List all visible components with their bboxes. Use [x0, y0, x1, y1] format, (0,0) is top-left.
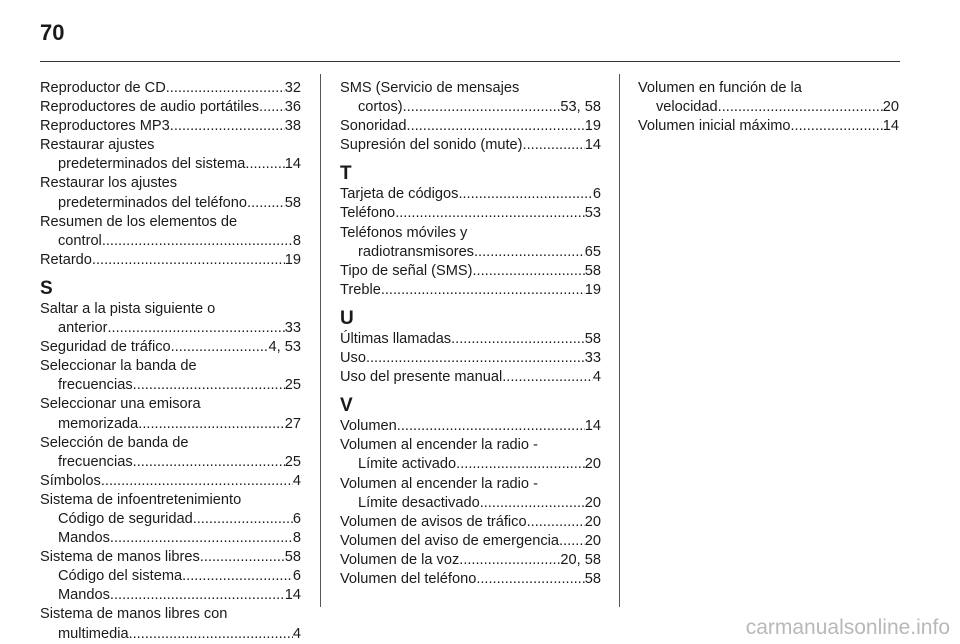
- dot-leader: [381, 281, 585, 300]
- entry-text: memorizada: [58, 415, 139, 432]
- entry-text: predeterminados del teléfono: [58, 194, 248, 211]
- index-column-1: [40, 79, 301, 644]
- entry-text: Teléfonos móviles y: [340, 224, 468, 241]
- entry-text: Resumen de los elementos de: [40, 213, 238, 230]
- index-entry: [40, 434, 301, 472]
- dot-leader: [480, 494, 585, 513]
- index-entry: [340, 417, 601, 436]
- entry-text: Volumen en función de la: [638, 80, 802, 96]
- page-reference[interactable]: 58: [284, 549, 301, 566]
- page-reference[interactable]: 25: [284, 453, 301, 470]
- index-entry: [340, 330, 601, 349]
- header-rule: [40, 61, 900, 62]
- dot-leader: [366, 349, 585, 368]
- page-reference[interactable]: 25: [284, 377, 301, 394]
- index-entry: [638, 79, 899, 117]
- index-entry: [40, 300, 301, 338]
- entry-text: Volumen del teléfono: [340, 570, 477, 587]
- dot-leader: [101, 472, 293, 491]
- entry-text: Volumen inicial máximo: [638, 118, 791, 135]
- entry-text: Sonoridad: [340, 118, 407, 135]
- entry-text: anterior: [58, 320, 108, 337]
- entry-text: Seguridad de tráfico: [40, 339, 171, 356]
- dot-leader: [407, 117, 585, 136]
- entry-text: Uso: [340, 350, 366, 367]
- entry-text: frecuencias: [58, 453, 133, 470]
- page-reference[interactable]: 6: [292, 510, 301, 527]
- page-reference[interactable]: 4: [592, 369, 601, 386]
- index-entry: [340, 117, 601, 136]
- dot-leader: [395, 204, 585, 223]
- dot-leader: [166, 79, 285, 98]
- dot-leader: [133, 453, 285, 472]
- dot-leader: [182, 567, 293, 586]
- index-entry: [340, 551, 601, 570]
- page-reference[interactable]: 20: [584, 532, 601, 549]
- index-entry: [340, 475, 601, 513]
- dot-leader: [171, 338, 269, 357]
- page-reference[interactable]: 8: [292, 530, 301, 547]
- entry-text: Mandos: [58, 530, 110, 547]
- dot-leader: [133, 376, 285, 395]
- page-reference[interactable]: 33: [284, 320, 301, 337]
- index-entry: [40, 357, 301, 395]
- index-entry: [340, 349, 601, 368]
- page-reference[interactable]: 19: [584, 281, 601, 298]
- page-reference[interactable]: 14: [882, 118, 899, 135]
- index-entry: [340, 532, 601, 551]
- entry-text: Volumen al encender la radio -: [340, 475, 538, 492]
- entry-text: Volumen de avisos de tráfico: [340, 513, 527, 530]
- section-letter: V: [340, 395, 353, 417]
- dot-leader: [110, 529, 293, 548]
- entry-text: Reproductor de CD: [40, 80, 166, 96]
- entry-text: radiotransmisores: [358, 243, 474, 260]
- page-reference[interactable]: 38: [284, 118, 301, 135]
- index-column-3: [638, 79, 899, 136]
- dot-leader: [502, 368, 593, 387]
- index-entry: [340, 79, 601, 117]
- page-reference[interactable]: 20, 58: [560, 551, 601, 568]
- entry-text: cortos): [358, 99, 403, 116]
- index-entry: [340, 224, 601, 262]
- index-entry: [40, 548, 301, 567]
- entry-text: Volumen al encender la radio -: [340, 437, 538, 454]
- entry-text: Reproductores MP3: [40, 118, 170, 135]
- dot-leader: [527, 513, 585, 532]
- section-letter: U: [340, 307, 354, 329]
- index-subentry: [40, 510, 301, 529]
- entry-text: velocidad: [656, 99, 718, 116]
- page-reference[interactable]: 65: [584, 243, 601, 260]
- entry-text: Volumen: [340, 418, 397, 435]
- index-entry: [340, 136, 601, 155]
- page-reference[interactable]: 14: [284, 587, 301, 604]
- index-entry: [40, 79, 301, 98]
- index-entry: [340, 204, 601, 223]
- entry-text: Seleccionar una emisora: [40, 396, 201, 413]
- page-reference[interactable]: 20: [882, 99, 899, 116]
- entry-text: Uso del presente manual: [340, 369, 503, 386]
- index-subentry: [40, 529, 301, 548]
- dot-leader: [110, 586, 285, 605]
- entry-text: predeterminados del sistema: [58, 156, 246, 173]
- page-reference[interactable]: 20: [584, 494, 601, 511]
- section-letter: T: [340, 163, 352, 185]
- page-reference[interactable]: 8: [292, 232, 301, 249]
- entry-text: frecuencias: [58, 377, 133, 394]
- page-reference[interactable]: 4: [292, 625, 301, 642]
- page-reference[interactable]: 14: [584, 137, 601, 154]
- index-subentry: [40, 586, 301, 605]
- index-entry: [40, 174, 301, 212]
- dot-leader: [791, 117, 883, 136]
- index-entry: [40, 117, 301, 136]
- dot-leader: [456, 455, 585, 474]
- dot-leader: [559, 532, 585, 551]
- column-divider: [619, 74, 620, 607]
- column-divider: [320, 74, 321, 607]
- entry-text: Sistema de infoentretenimiento: [40, 491, 242, 508]
- index-column-2: [340, 79, 601, 589]
- page-reference[interactable]: 58: [584, 330, 601, 347]
- entry-text: multimedia: [58, 625, 129, 642]
- page-reference[interactable]: 58: [284, 194, 301, 211]
- entry-text: Reproductores de audio portátiles: [40, 99, 260, 116]
- watermark: carmanualsonline.info: [745, 616, 950, 639]
- dot-leader: [459, 551, 560, 570]
- index-entry: [40, 136, 301, 174]
- dot-leader: [247, 194, 285, 213]
- dot-leader: [523, 136, 585, 155]
- page-reference[interactable]: 4, 53: [268, 339, 301, 356]
- section-letter: S: [40, 277, 53, 299]
- dot-leader: [718, 98, 883, 117]
- page-reference[interactable]: 53, 58: [560, 99, 601, 116]
- index-entry: [340, 281, 601, 300]
- index-entry: [340, 570, 601, 589]
- index-entry: [340, 368, 601, 387]
- index-entry: [40, 472, 301, 491]
- index-entry: [340, 185, 601, 204]
- page-reference[interactable]: 32: [284, 80, 301, 96]
- dot-leader: [476, 570, 584, 589]
- dot-leader: [403, 98, 561, 117]
- page-reference[interactable]: 14: [284, 156, 301, 173]
- entry-text: Límite desactivado: [358, 494, 480, 511]
- page-reference[interactable]: 33: [584, 350, 601, 367]
- entry-text: Límite activado: [358, 456, 457, 473]
- entry-text: Restaurar los ajustes: [40, 175, 178, 192]
- page-reference[interactable]: 27: [284, 415, 301, 432]
- index-entry: [340, 436, 601, 474]
- dot-leader: [397, 417, 585, 436]
- entry-text: Sistema de manos libres: [40, 549, 200, 566]
- dot-leader: [102, 232, 293, 251]
- dot-leader: [245, 155, 284, 174]
- entry-text: Saltar a la pista siguiente o: [40, 300, 216, 317]
- dot-leader: [200, 548, 285, 567]
- page-number: 70: [40, 20, 65, 45]
- index-entry: [40, 338, 301, 357]
- index-entry: [40, 251, 301, 270]
- entry-text: Selección de banda de: [40, 434, 189, 451]
- dot-leader: [472, 262, 584, 281]
- entry-text: Sistema de manos libres con: [40, 606, 228, 623]
- dot-leader: [259, 98, 285, 117]
- page-reference[interactable]: 6: [592, 186, 601, 203]
- page-reference[interactable]: 4: [292, 472, 301, 489]
- page-reference[interactable]: 58: [584, 570, 601, 587]
- entry-text: SMS (Servicio de mensajes: [340, 80, 520, 96]
- entry-text: Volumen del aviso de emergencia: [340, 532, 560, 549]
- index-entry: [340, 513, 601, 532]
- entry-text: Teléfono: [340, 205, 396, 222]
- index-entry: [40, 491, 301, 510]
- page-reference[interactable]: 19: [584, 118, 601, 135]
- dot-leader: [474, 243, 585, 262]
- entry-text: Retardo: [40, 251, 92, 268]
- index-entry: [40, 213, 301, 251]
- dot-leader: [92, 251, 285, 270]
- entry-text: Volumen de la voz: [340, 551, 460, 568]
- dot-leader: [458, 185, 592, 204]
- dot-leader: [129, 625, 293, 644]
- page-reference[interactable]: 53: [584, 205, 601, 222]
- dot-leader: [138, 415, 284, 434]
- entry-text: Treble: [340, 281, 381, 298]
- entry-text: Supresión del sonido (mute): [340, 137, 523, 154]
- page-reference[interactable]: 36: [284, 99, 301, 116]
- index-entry: [340, 262, 601, 281]
- entry-text: Restaurar ajustes: [40, 137, 155, 154]
- page-reference[interactable]: 20: [584, 513, 601, 530]
- index-subentry: [40, 567, 301, 586]
- entry-text: Últimas llamadas: [340, 330, 452, 347]
- entry-text: Símbolos: [40, 472, 101, 489]
- entry-text: Mandos: [58, 587, 110, 604]
- index-entry: [40, 395, 301, 433]
- page-reference[interactable]: 19: [284, 251, 301, 268]
- page-reference[interactable]: 14: [584, 418, 601, 435]
- entry-text: control: [58, 232, 102, 249]
- page-reference[interactable]: 6: [292, 568, 301, 585]
- index-entry: [638, 117, 899, 136]
- entry-text: Tipo de señal (SMS): [340, 262, 473, 279]
- dot-leader: [193, 510, 293, 529]
- dot-leader: [107, 319, 284, 338]
- entry-text: Tarjeta de códigos: [340, 186, 459, 203]
- entry-text: Código del sistema: [58, 568, 183, 585]
- page-reference[interactable]: 58: [584, 262, 601, 279]
- index-entry: [40, 98, 301, 117]
- index-entry: [40, 605, 301, 643]
- entry-text: Código de seguridad: [58, 510, 193, 527]
- page-reference[interactable]: 20: [584, 456, 601, 473]
- dot-leader: [451, 330, 585, 349]
- dot-leader: [170, 117, 285, 136]
- entry-text: Seleccionar la banda de: [40, 358, 197, 375]
